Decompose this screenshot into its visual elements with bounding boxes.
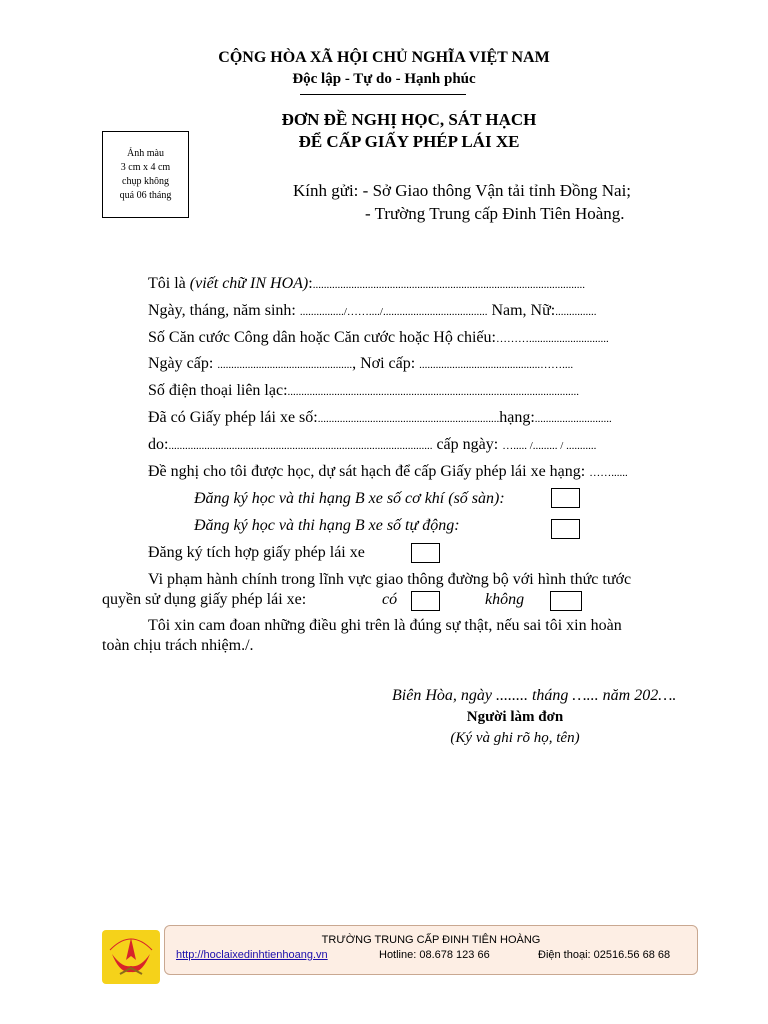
class-label: hạng: — [499, 409, 535, 426]
option-auto-checkbox[interactable] — [551, 519, 580, 539]
name-dots: ................................................................................................... — [312, 279, 585, 291]
violation-line2: quyền sử dụng giấy phép lái xe: — [102, 591, 307, 608]
republic-heading: CỘNG HÒA XÃ HỘI CHỦ NGHĨA VIỆT NAM — [218, 49, 550, 66]
violation-line1: Vi phạm hành chính trong lĩnh vực giao thông đường bộ với hình thức tước — [148, 571, 632, 588]
school-logo-icon — [102, 930, 160, 984]
photo-box-line: chụp không — [122, 176, 169, 187]
dob-dots: ................/……..../...................................... — [299, 306, 488, 318]
violation-no-label: không — [485, 591, 525, 608]
form-title-line2: ĐỂ CẤP GIẤY PHÉP LÁI XE — [298, 132, 520, 151]
school-logo — [102, 930, 160, 984]
issue-field[interactable] — [148, 355, 573, 373]
footer-info-panel — [164, 925, 698, 975]
name-field[interactable] — [148, 275, 585, 293]
dob-label: Ngày, tháng, năm sinh: — [148, 302, 300, 319]
request-label: Đề nghị cho tôi được học, dự sát hạch để cấp Giấy phép lái xe hạng: — [148, 463, 590, 480]
footer-school-name: TRƯỜNG TRUNG CẤP ĐINH TIÊN HOÀNG — [321, 934, 541, 946]
place-date: Biên Hòa, ngày ........ tháng …... năm 202…. — [392, 687, 677, 704]
class-dots: ............................ — [534, 413, 612, 425]
granted-dots: …..... /......... / ........... — [502, 440, 597, 452]
phone-field[interactable] — [148, 382, 579, 400]
photo-placeholder-box — [102, 131, 189, 218]
signature-note: (Ký và ghi rõ họ, tên) — [450, 730, 580, 746]
issue-place-label: , Nơi cấp: — [352, 355, 420, 372]
issuer-label: do: — [148, 436, 169, 453]
phone-label: Số điện thoại liên lạc: — [148, 382, 288, 399]
name-hint: (viết chữ IN HOA) — [189, 275, 309, 292]
dob-field[interactable] — [148, 302, 596, 320]
request-dots: ……...... — [589, 467, 628, 479]
recipient-line1: Kính gửi: - Sở Giao thông Vận tải tỉnh Đồng Nai; — [293, 181, 632, 200]
name-label: Tôi là — [148, 275, 190, 292]
id-dots: ………............................. — [495, 333, 609, 345]
issue-date-dots: ................................................. — [217, 359, 353, 371]
footer-website-link[interactable]: http://hoclaixedinhtienhoang.vn — [176, 949, 328, 961]
gender-dots: ............... — [555, 306, 597, 318]
issuer-dots: ................................................................................................ — [168, 440, 433, 452]
phone-dots: .......................................................................................................... — [287, 386, 580, 398]
option-manual-checkbox[interactable] — [551, 488, 580, 508]
option-integrated-checkbox[interactable] — [411, 543, 440, 563]
license-field[interactable] — [148, 409, 612, 427]
issue-date-label: Ngày cấp: — [148, 355, 218, 372]
recipient-line2: - Trường Trung cấp Đinh Tiên Hoàng. — [365, 204, 625, 223]
footer-hotline: Hotline: 08.678 123 66 — [379, 949, 490, 961]
option-integrated-label: Đăng ký tích hợp giấy phép lái xe — [148, 544, 365, 561]
form-title-line1: ĐƠN ĐỀ NGHỊ HỌC, SÁT HẠCH — [281, 110, 537, 129]
violation-yes-checkbox[interactable] — [411, 591, 440, 611]
violation-no-checkbox[interactable] — [550, 591, 582, 611]
photo-box-line: 3 cm x 4 cm — [120, 162, 171, 173]
license-dots: .................................................................. — [317, 413, 500, 425]
photo-box-line: quá 06 tháng — [119, 190, 172, 201]
gender-label: Nam, Nữ: — [487, 302, 556, 319]
option-auto-label: Đăng ký học và thi hạng B xe số tự động: — [194, 517, 460, 534]
motto: Độc lập - Tự do - Hạnh phúc — [292, 71, 476, 87]
license-label: Đã có Giấy phép lái xe số: — [148, 409, 318, 426]
commitment-line2: toàn chịu trách nhiệm./. — [102, 637, 254, 654]
request-field[interactable] — [148, 463, 628, 481]
commitment-line1: Tôi xin cam đoan những điều ghi trên là đúng sự thật, nếu sai tôi xin hoàn — [148, 617, 622, 634]
granted-label: cấp ngày: — [432, 436, 503, 453]
id-label: Số Căn cước Công dân hoặc Căn cước hoặc Hộ chiếu: — [148, 329, 496, 346]
option-manual-label: Đăng ký học và thi hạng B xe số cơ khí (số sàn): — [194, 490, 505, 507]
footer-phone: Điện thoại: 02516.56 68 68 — [538, 949, 671, 961]
motto-underline — [300, 94, 466, 95]
signer-title: Người làm đơn — [466, 709, 564, 725]
photo-box-line: Ảnh màu — [127, 148, 164, 159]
violation-yes-label: có — [382, 591, 398, 608]
name-colon: : — [308, 275, 313, 292]
id-field[interactable] — [148, 329, 609, 347]
issuer-field[interactable] — [148, 436, 596, 454]
issue-place-dots: ............................................…….... — [419, 359, 574, 371]
